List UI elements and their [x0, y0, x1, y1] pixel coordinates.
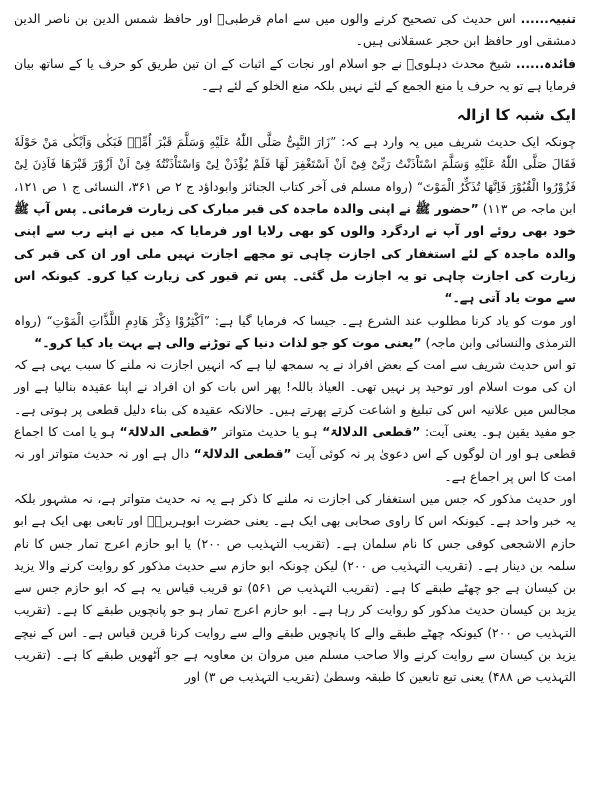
misconception-text: تو اس حدیث شریف سے امت کے بعض افراد نے یہ سمجھ لیا ہے کہ انہیں اجازت نہ ملنے کا سبب یہی ہے کہ ان کی موت اسلام اور توحید پر نہیں تھی۔ العیاذ باللہ! پھر اس بات کو ان افراد نے اپنا عقیدہ بنالیا ہے اور مجالس میں علانیہ اس کی تبلیغ و اشاعت کرتے پھرتے ہیں۔ حالانکہ عقیدہ کی بناء دلیل قطعی پر ہوتی ہے۔ جو مفید یقین ہو۔ یعنی آیت:: [14, 357, 576, 440]
remembrance-reference: (رواہ الترمذی والنسائی وابن ماجہ): [14, 312, 576, 350]
note-text: اس حدیث کی تصحیح کرنے والوں میں سے امام قرطبیؒ اور حافظ شمس الدین بن ناصر الدین دمشقی اور حافظ ابن حجر عسقلانی ہیں۔: [14, 11, 576, 49]
narration-text: اور حدیث مذکور کہ جس میں استغفار کی اجازت نہ ملنے کا ذکر ہے یہ نہ حدیث متواتر ہے، نہ مشہور بلکہ یہ خبر واحد ہے۔ کیونکہ اس کا راوی صحابی بھی ایک ہے۔ یعنی حضرت ابوہریرہؓ اور تابعی بھی ایک ہے ابو حازم الاشجعی کوفی جس کا نام سلمان ہے۔ (تقریب التہذیب ص ۲۰۰) یا ابو حازم اعرج تمار جس کا نام سلمہ بن دینار ہے۔ (تقریب التہذیب ص ۲۰۰) لیکن چونکہ ابو حازم سے حدیث مذکور کو روایت کرنے والا یزید بن کیسان ہے جو چھٹے طبقے کا ہے۔ (تقریب التہذیب ص ۵۶۱) تو قریب قیاس یہ ہے کہ ابو حازم جس سے یزید بن کیسان حدیث مذکور کو روایت کر رہا ہے۔ ابو حازم اعرج تمار ہو جو پانچویں طبقے کا ہے۔ (تقریب التہذیب ص ۲۰۰) کیونکہ چھٹے طبقے والے کا پانچویں طبقے والے سے روایت کرنا قرین قیاس ہے۔ اس کے نیچے یزید بن کیسان سے روایت کرنے والا صاحب مسلم میں مروان بن معاویہ ہے جو آٹھویں طبقے کا ہے۔ (تقریب التہذیب ص ۴۸۸) یعنی تبع تابعین کا طبقہ وسطیٰ (تقریب التہذیب ص ۳) اور: [14, 490, 576, 685]
section-heading: ایک شبہ کا ازالہ: [456, 106, 576, 125]
misconception-mid: ہو یا حدیث متواتر: [222, 424, 318, 440]
hadith-arabic-text: ”زَارَ النَّبِیُّ صَلَّی اللّٰهُ عَلَیْهِ وَسَلَّمَ قَبْرَ اُمِّهٖ فَبَكٰی وَاَبْكٰی مَنْ حَوْلَهٗ فَقَالَ صَلَّی اللّٰهُ عَلَیْهِ وَسَلَّمَ اسْتَاْذَنْتُ رَبِّیْ فِیْ اَنْ اَسْتَغْفِرَ لَهَا فَلَمْ یُؤْذَنْ لِیْ وَاسْتَاْذَنْتُهٗ فِیْ اَنْ اَزُوْرَ قَبْرَهَا فَاَذِنَ لِیْ فَزُوْرُوا الْقُبُوْرَ فَاِنَّهَا تُذَكِّرُ الْمَوْتَ“: [14, 135, 576, 194]
benefit-paragraph: [14, 53, 576, 98]
hadith-intro: چونکہ ایک حدیث شریف میں یہ وارد ہے کہ:: [341, 134, 576, 150]
remembrance-intro: اور موت کو یاد کرنا مطلوب عند الشرع ہے۔ جیسا کہ فرمایا گیا ہے:: [214, 312, 576, 328]
misconception-end: ہو یا امت کا اجماع قطعی ہو اور ان لوگوں کے اس دعویٰ پر نہ کوئی آیت: [14, 424, 576, 462]
misconception-paragraph: [14, 354, 576, 488]
remembrance-paragraph: [14, 310, 576, 355]
hadith-translation: ”حضور ﷺ نے اپنی والدہ ماجدہ کی قبر مبارک کی زیارت فرمائی۔ پس آپ ﷺ خود بھی روئے اور آپ نے اردگرد والوں کو بھی رلایا اور فرمایا کہ میں نے اپنے رب سے اپنی والدہ ماجدہ کے لئے استغفار کی اجازت چاہی تو مجھے اجازت نہیں ملی اور ان کی قبر کی زیارت کی اجازت چاہی تو یہ اجازت مل گئی۔ پس تم قبور کی زیارت کیا کرو۔ کیونکہ اس سے موت یاد آتی ہے۔“: [14, 201, 576, 306]
note-paragraph: [14, 8, 576, 53]
benefit-label: فائدہ......: [515, 55, 576, 71]
hadith-reference: (رواہ مسلم فی آخر کتاب الجنائز وابوداؤد ج ۲ ص ۳۶۱، النسائی ج ۱ ص ۱۲۱، ابن ماجہ ص ۱۱۳): [14, 178, 577, 217]
narration-paragraph: [14, 488, 576, 689]
remembrance-translation: ”یعنی موت کو جو لذات دنیا کے توڑنے والی ہے بہت یاد کیا کرو۔“: [34, 334, 422, 350]
term-qati-2: ”قطعی الدلالۃ“: [119, 424, 218, 440]
term-qati-3: ”قطعی الدلالۃ“: [193, 446, 292, 462]
note-label: تنبیہ......: [520, 11, 576, 26]
benefit-text: شیخ محدث دہلویؒ نے جو اسلام اور نجات کے اثبات کے ان تین طریق کو حرف یا کے ساتھ بیان فرمایا ہے تو یہ حرف یا منع الجمع کے لئے نہیں بلکہ منع الخلو کے لئے ہے۔: [14, 55, 576, 93]
term-qati-1: ”قطعی الدلالۃ“: [322, 424, 421, 440]
hadith-paragraph: [14, 131, 576, 309]
misconception-tail: دال ہے اور نہ حدیث متواتر اور نہ امت کا اس پر اجماع ہے۔: [14, 446, 576, 484]
remembrance-arabic-text: ”اَكْثِرُوْا ذِكْرَ هَادِمِ اللَّذَّاتِ الْمَوْتِ“: [46, 313, 210, 328]
